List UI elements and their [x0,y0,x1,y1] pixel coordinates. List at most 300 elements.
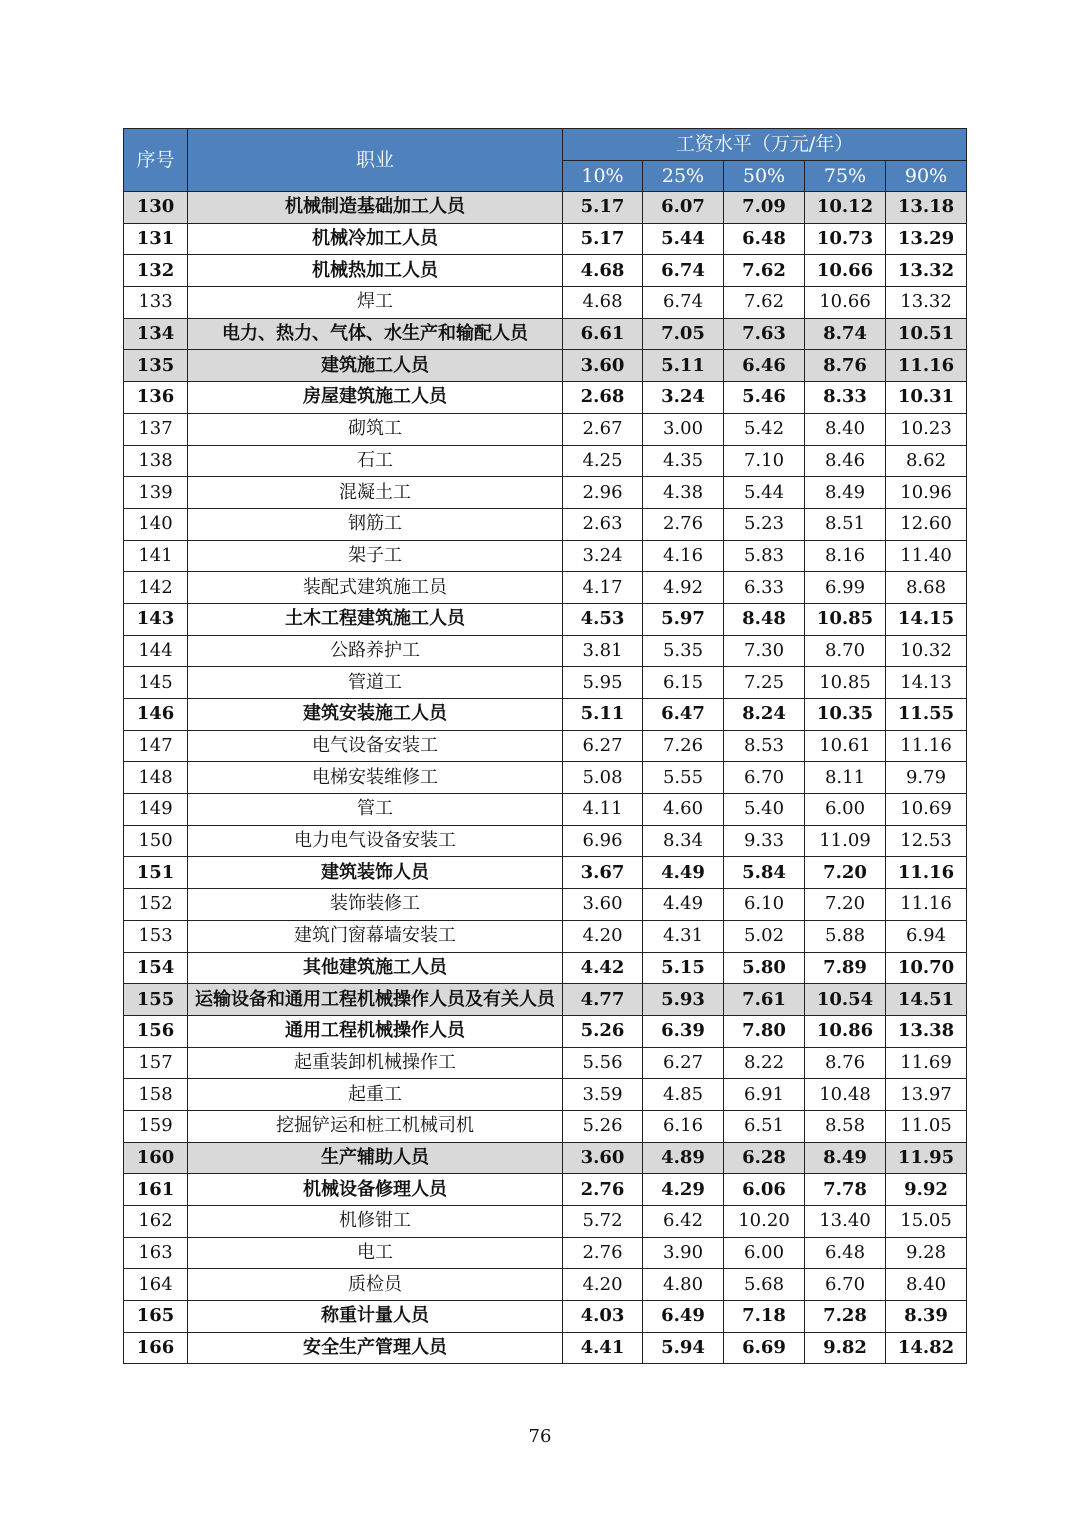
cell-wage-p75: 7.78 [805,1174,886,1206]
cell-wage-p75: 7.20 [805,857,886,889]
cell-wage-p50: 5.68 [724,1269,805,1301]
cell-wage-p10: 5.26 [563,1015,643,1047]
cell-wage-p50: 5.84 [724,857,805,889]
table-row [124,1015,967,1047]
cell-wage-p25: 6.74 [643,287,724,319]
cell-index: 135 [124,350,188,382]
cell-wage-p50: 5.83 [724,540,805,572]
cell-index: 150 [124,825,188,857]
cell-index: 166 [124,1332,188,1364]
cell-wage-p25: 6.07 [643,192,724,224]
cell-wage-p75: 9.82 [805,1332,886,1364]
cell-index: 156 [124,1015,188,1047]
table-row [124,920,967,952]
cell-index: 140 [124,508,188,540]
cell-wage-p90: 11.40 [886,540,967,572]
cell-index: 146 [124,699,188,731]
cell-index: 155 [124,984,188,1016]
table-row [124,699,967,731]
cell-occupation: 钢筋工 [188,508,563,540]
table-row [124,1237,967,1269]
cell-wage-p25: 4.85 [643,1079,724,1111]
cell-wage-p50: 5.02 [724,920,805,952]
cell-occupation: 生产辅助人员 [188,1142,563,1174]
cell-wage-p90: 13.18 [886,192,967,224]
cell-wage-p75: 8.40 [805,413,886,445]
cell-wage-p25: 5.55 [643,762,724,794]
cell-occupation: 称重计量人员 [188,1301,563,1333]
header-index: 序号 [124,129,188,192]
cell-wage-p90: 15.05 [886,1206,967,1238]
table-row [124,350,967,382]
cell-wage-p10: 4.20 [563,1269,643,1301]
cell-index: 159 [124,1110,188,1142]
cell-wage-p10: 4.68 [563,255,643,287]
header-p90: 90% [886,161,967,192]
table-row [124,382,967,414]
cell-wage-p25: 6.74 [643,255,724,287]
cell-wage-p90: 11.16 [886,730,967,762]
cell-occupation: 房屋建筑施工人员 [188,382,563,414]
cell-wage-p25: 3.90 [643,1237,724,1269]
cell-wage-p25: 5.35 [643,635,724,667]
table-row [124,984,967,1016]
cell-occupation: 架子工 [188,540,563,572]
page-number: 76 [528,1426,552,1447]
cell-index: 136 [124,382,188,414]
cell-index: 160 [124,1142,188,1174]
table-row [124,635,967,667]
cell-occupation: 机械冷加工人员 [188,223,563,255]
cell-wage-p25: 6.42 [643,1206,724,1238]
cell-occupation: 建筑安装施工人员 [188,699,563,731]
header-p50: 50% [724,161,805,192]
cell-wage-p90: 11.95 [886,1142,967,1174]
cell-wage-p50: 6.33 [724,572,805,604]
cell-wage-p75: 6.70 [805,1269,886,1301]
cell-wage-p10: 3.67 [563,857,643,889]
cell-wage-p25: 4.16 [643,540,724,572]
cell-occupation: 运输设备和通用工程机械操作人员及有关人员 [188,984,563,1016]
cell-wage-p75: 8.58 [805,1110,886,1142]
cell-index: 145 [124,667,188,699]
cell-wage-p25: 5.15 [643,952,724,984]
cell-wage-p50: 7.10 [724,445,805,477]
cell-occupation: 机修钳工 [188,1206,563,1238]
cell-index: 141 [124,540,188,572]
table-row [124,1047,967,1079]
cell-wage-p50: 6.69 [724,1332,805,1364]
cell-wage-p10: 4.25 [563,445,643,477]
cell-wage-p25: 5.44 [643,223,724,255]
cell-wage-p25: 6.47 [643,699,724,731]
table-row [124,1332,967,1364]
table-row [124,952,967,984]
cell-wage-p50: 5.44 [724,477,805,509]
table-row [124,572,967,604]
cell-wage-p10: 3.59 [563,1079,643,1111]
cell-wage-p75: 13.40 [805,1206,886,1238]
cell-wage-p25: 7.05 [643,318,724,350]
cell-wage-p50: 7.09 [724,192,805,224]
cell-occupation: 通用工程机械操作人员 [188,1015,563,1047]
cell-wage-p50: 6.48 [724,223,805,255]
cell-wage-p25: 4.38 [643,477,724,509]
cell-wage-p25: 4.92 [643,572,724,604]
cell-wage-p50: 8.24 [724,699,805,731]
cell-wage-p10: 3.24 [563,540,643,572]
cell-wage-p75: 10.12 [805,192,886,224]
cell-wage-p75: 6.00 [805,794,886,826]
cell-occupation: 管道工 [188,667,563,699]
cell-index: 164 [124,1269,188,1301]
table-row [124,1301,967,1333]
table-row [124,857,967,889]
header-p25: 25% [643,161,724,192]
cell-occupation: 管工 [188,794,563,826]
cell-wage-p90: 13.97 [886,1079,967,1111]
cell-wage-p75: 8.70 [805,635,886,667]
table-row [124,1269,967,1301]
cell-wage-p50: 5.23 [724,508,805,540]
cell-wage-p50: 7.61 [724,984,805,1016]
cell-index: 138 [124,445,188,477]
cell-occupation: 电气设备安装工 [188,730,563,762]
cell-wage-p50: 6.00 [724,1237,805,1269]
cell-wage-p90: 11.16 [886,350,967,382]
cell-wage-p10: 3.60 [563,1142,643,1174]
cell-wage-p90: 10.31 [886,382,967,414]
cell-wage-p25: 6.15 [643,667,724,699]
cell-wage-p75: 7.20 [805,889,886,921]
cell-wage-p50: 5.42 [724,413,805,445]
table-header [124,129,967,192]
cell-wage-p10: 5.17 [563,192,643,224]
cell-wage-p50: 9.33 [724,825,805,857]
cell-wage-p25: 8.34 [643,825,724,857]
cell-wage-p90: 9.28 [886,1237,967,1269]
cell-index: 133 [124,287,188,319]
cell-wage-p10: 2.76 [563,1174,643,1206]
cell-wage-p90: 12.53 [886,825,967,857]
table-row [124,445,967,477]
cell-wage-p75: 10.85 [805,667,886,699]
table-row [124,667,967,699]
table-row [124,1206,967,1238]
table-row [124,730,967,762]
cell-occupation: 装饰装修工 [188,889,563,921]
cell-index: 153 [124,920,188,952]
cell-index: 144 [124,635,188,667]
header-p75: 75% [805,161,886,192]
cell-wage-p90: 10.51 [886,318,967,350]
cell-index: 154 [124,952,188,984]
cell-occupation: 建筑门窗幕墙安装工 [188,920,563,952]
cell-wage-p50: 7.80 [724,1015,805,1047]
cell-wage-p10: 3.60 [563,350,643,382]
cell-index: 165 [124,1301,188,1333]
cell-wage-p25: 6.39 [643,1015,724,1047]
cell-wage-p10: 2.68 [563,382,643,414]
cell-wage-p25: 6.49 [643,1301,724,1333]
cell-wage-p25: 5.97 [643,603,724,635]
cell-wage-p90: 11.69 [886,1047,967,1079]
cell-wage-p75: 10.54 [805,984,886,1016]
cell-occupation: 挖掘铲运和桩工机械司机 [188,1110,563,1142]
cell-wage-p75: 10.48 [805,1079,886,1111]
cell-occupation: 机械热加工人员 [188,255,563,287]
cell-wage-p75: 7.28 [805,1301,886,1333]
cell-wage-p10: 5.08 [563,762,643,794]
cell-occupation: 起重装卸机械操作工 [188,1047,563,1079]
cell-index: 137 [124,413,188,445]
cell-wage-p75: 10.73 [805,223,886,255]
cell-occupation: 起重工 [188,1079,563,1111]
cell-wage-p90: 14.51 [886,984,967,1016]
cell-wage-p50: 6.46 [724,350,805,382]
cell-wage-p90: 13.32 [886,255,967,287]
cell-wage-p50: 6.70 [724,762,805,794]
wage-table [123,128,967,1364]
cell-wage-p90: 8.39 [886,1301,967,1333]
cell-wage-p25: 4.89 [643,1142,724,1174]
cell-wage-p90: 6.94 [886,920,967,952]
cell-index: 161 [124,1174,188,1206]
cell-wage-p75: 8.33 [805,382,886,414]
cell-wage-p90: 14.13 [886,667,967,699]
cell-wage-p75: 8.76 [805,350,886,382]
cell-wage-p10: 6.61 [563,318,643,350]
cell-wage-p90: 9.79 [886,762,967,794]
cell-wage-p90: 12.60 [886,508,967,540]
cell-wage-p75: 7.89 [805,952,886,984]
cell-wage-p90: 8.40 [886,1269,967,1301]
cell-index: 142 [124,572,188,604]
cell-occupation: 安全生产管理人员 [188,1332,563,1364]
cell-index: 131 [124,223,188,255]
cell-occupation: 建筑装饰人员 [188,857,563,889]
cell-wage-p10: 4.03 [563,1301,643,1333]
table-row [124,794,967,826]
cell-wage-p50: 5.80 [724,952,805,984]
cell-wage-p75: 6.99 [805,572,886,604]
cell-index: 147 [124,730,188,762]
cell-wage-p25: 4.80 [643,1269,724,1301]
cell-wage-p75: 5.88 [805,920,886,952]
cell-wage-p10: 5.11 [563,699,643,731]
cell-wage-p25: 3.24 [643,382,724,414]
cell-wage-p50: 8.22 [724,1047,805,1079]
cell-wage-p50: 5.40 [724,794,805,826]
cell-occupation: 公路养护工 [188,635,563,667]
cell-wage-p10: 3.60 [563,889,643,921]
cell-wage-p90: 10.96 [886,477,967,509]
cell-index: 149 [124,794,188,826]
cell-occupation: 电力电气设备安装工 [188,825,563,857]
cell-wage-p90: 10.70 [886,952,967,984]
cell-wage-p50: 7.62 [724,255,805,287]
cell-wage-p75: 10.61 [805,730,886,762]
cell-wage-p25: 5.94 [643,1332,724,1364]
cell-wage-p50: 7.25 [724,667,805,699]
cell-occupation: 焊工 [188,287,563,319]
header-occupation: 职业 [188,129,563,192]
table-row [124,508,967,540]
header-p10: 10% [563,161,643,192]
cell-wage-p10: 5.56 [563,1047,643,1079]
cell-wage-p75: 8.11 [805,762,886,794]
cell-wage-p25: 5.93 [643,984,724,1016]
cell-wage-p25: 4.31 [643,920,724,952]
table-row [124,413,967,445]
cell-wage-p10: 2.96 [563,477,643,509]
cell-wage-p50: 8.48 [724,603,805,635]
cell-occupation: 混凝土工 [188,477,563,509]
header-wage-group: 工资水平（万元/年） [563,129,967,161]
table-row [124,762,967,794]
cell-wage-p10: 6.96 [563,825,643,857]
table-row [124,1142,967,1174]
cell-wage-p75: 8.76 [805,1047,886,1079]
cell-wage-p10: 3.81 [563,635,643,667]
cell-wage-p75: 11.09 [805,825,886,857]
cell-wage-p25: 6.16 [643,1110,724,1142]
cell-wage-p10: 6.27 [563,730,643,762]
cell-wage-p50: 8.53 [724,730,805,762]
cell-wage-p25: 2.76 [643,508,724,540]
cell-occupation: 电工 [188,1237,563,1269]
cell-occupation: 机械设备修理人员 [188,1174,563,1206]
cell-occupation: 电梯安装维修工 [188,762,563,794]
cell-wage-p75: 8.46 [805,445,886,477]
cell-wage-p25: 7.26 [643,730,724,762]
cell-occupation: 电力、热力、气体、水生产和输配人员 [188,318,563,350]
cell-wage-p50: 6.28 [724,1142,805,1174]
cell-wage-p50: 6.91 [724,1079,805,1111]
table-row [124,1174,967,1206]
cell-wage-p25: 4.29 [643,1174,724,1206]
cell-wage-p50: 7.63 [724,318,805,350]
cell-wage-p90: 10.32 [886,635,967,667]
cell-index: 132 [124,255,188,287]
cell-wage-p10: 4.53 [563,603,643,635]
cell-wage-p50: 7.30 [724,635,805,667]
cell-wage-p10: 2.63 [563,508,643,540]
cell-wage-p10: 5.72 [563,1206,643,1238]
cell-wage-p10: 5.17 [563,223,643,255]
cell-wage-p25: 5.11 [643,350,724,382]
cell-wage-p90: 9.92 [886,1174,967,1206]
cell-wage-p10: 2.67 [563,413,643,445]
cell-wage-p75: 10.35 [805,699,886,731]
cell-wage-p10: 4.77 [563,984,643,1016]
cell-wage-p90: 11.16 [886,857,967,889]
cell-occupation: 石工 [188,445,563,477]
cell-wage-p75: 8.49 [805,1142,886,1174]
table-row [124,825,967,857]
cell-occupation: 质检员 [188,1269,563,1301]
cell-wage-p25: 4.60 [643,794,724,826]
cell-wage-p90: 13.32 [886,287,967,319]
cell-wage-p90: 11.05 [886,1110,967,1142]
table-row [124,603,967,635]
cell-wage-p50: 7.18 [724,1301,805,1333]
cell-wage-p10: 4.17 [563,572,643,604]
cell-wage-p50: 5.46 [724,382,805,414]
cell-wage-p75: 10.85 [805,603,886,635]
cell-wage-p90: 10.23 [886,413,967,445]
cell-index: 148 [124,762,188,794]
cell-wage-p90: 11.55 [886,699,967,731]
cell-occupation: 装配式建筑施工员 [188,572,563,604]
cell-index: 151 [124,857,188,889]
cell-wage-p50: 6.06 [724,1174,805,1206]
cell-occupation: 砌筑工 [188,413,563,445]
cell-wage-p25: 3.00 [643,413,724,445]
table-row [124,477,967,509]
cell-index: 162 [124,1206,188,1238]
cell-wage-p10: 4.41 [563,1332,643,1364]
table-row [124,192,967,224]
cell-wage-p90: 8.62 [886,445,967,477]
cell-wage-p90: 14.15 [886,603,967,635]
cell-wage-p90: 13.29 [886,223,967,255]
table-row [124,223,967,255]
cell-wage-p90: 8.68 [886,572,967,604]
cell-wage-p75: 8.49 [805,477,886,509]
table-row [124,1110,967,1142]
cell-index: 130 [124,192,188,224]
cell-wage-p90: 10.69 [886,794,967,826]
cell-wage-p10: 2.76 [563,1237,643,1269]
cell-wage-p75: 8.74 [805,318,886,350]
cell-wage-p10: 4.42 [563,952,643,984]
table-body [124,192,967,1364]
cell-index: 157 [124,1047,188,1079]
cell-wage-p75: 10.66 [805,287,886,319]
cell-wage-p10: 4.68 [563,287,643,319]
cell-wage-p75: 10.86 [805,1015,886,1047]
cell-index: 134 [124,318,188,350]
cell-wage-p90: 11.16 [886,889,967,921]
cell-wage-p50: 7.62 [724,287,805,319]
cell-wage-p25: 4.35 [643,445,724,477]
table-row [124,255,967,287]
cell-wage-p50: 6.10 [724,889,805,921]
cell-wage-p25: 4.49 [643,857,724,889]
table-row [124,889,967,921]
cell-index: 163 [124,1237,188,1269]
cell-wage-p10: 5.26 [563,1110,643,1142]
cell-index: 158 [124,1079,188,1111]
cell-wage-p25: 4.49 [643,889,724,921]
cell-wage-p50: 10.20 [724,1206,805,1238]
cell-occupation: 机械制造基础加工人员 [188,192,563,224]
cell-index: 139 [124,477,188,509]
cell-wage-p75: 8.16 [805,540,886,572]
cell-wage-p10: 4.11 [563,794,643,826]
cell-wage-p90: 13.38 [886,1015,967,1047]
cell-index: 143 [124,603,188,635]
cell-wage-p10: 5.95 [563,667,643,699]
cell-occupation: 土木工程建筑施工人员 [188,603,563,635]
cell-wage-p90: 14.82 [886,1332,967,1364]
cell-index: 152 [124,889,188,921]
cell-wage-p50: 6.51 [724,1110,805,1142]
table-row [124,1079,967,1111]
cell-wage-p75: 6.48 [805,1237,886,1269]
cell-wage-p75: 10.66 [805,255,886,287]
